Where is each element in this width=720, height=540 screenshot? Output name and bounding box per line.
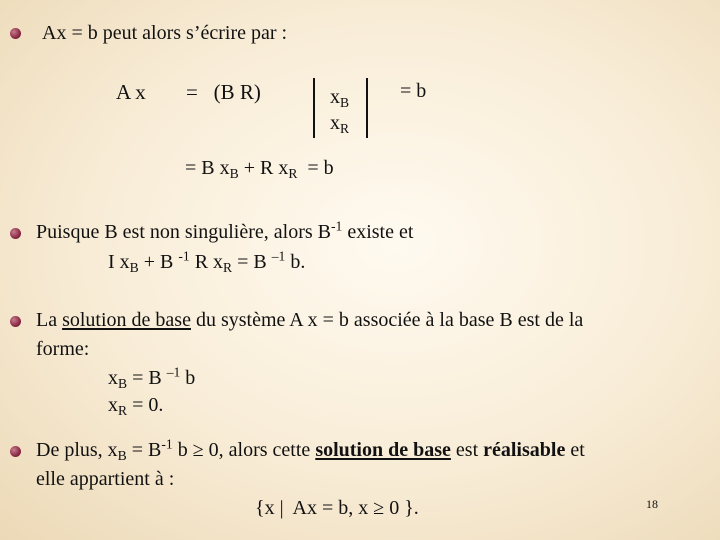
bullet2-line2: I $x_B + B$ $^{-1}$ R $x_R = B$ $^{-1}$ b. <box>108 248 306 275</box>
matrix-xr: $x_R$ <box>330 112 350 136</box>
bullet3-xb: $x_B = B$ $^{-1}$ b <box>108 364 196 391</box>
matrix-eq-b: = b <box>400 80 427 102</box>
intro-text: Ax = b peut alors s’écrire par : <box>42 22 288 44</box>
matrix-eq-br: = (B R) <box>186 80 261 104</box>
matrix-ax: A x <box>116 80 146 104</box>
bullet-icon <box>10 28 21 39</box>
matrix-right-bar <box>366 78 368 138</box>
solution-de-base-term: solution de base <box>62 309 191 331</box>
bullet-icon <box>10 316 21 327</box>
matrix-xb: $x_B$ <box>330 86 350 110</box>
bullet-icon <box>10 446 21 457</box>
bullet2-line1: Puisque B est non singulière, alors $B^{-1}$ existe et <box>36 218 414 243</box>
expansion-line: = B $x_B + R$ $x_R = b$ <box>185 157 334 181</box>
bullet3-xr: $x_R = 0$. <box>108 394 164 418</box>
solution-de-base-term: solution de base <box>315 439 451 461</box>
bullet-icon <box>10 228 21 239</box>
bullet3-line1: La solution de base du système A x = b associée à la base B est de la <box>36 309 584 331</box>
bullet3-line2: forme: <box>36 338 90 360</box>
bullet4-line1: De plus, $x_B = B^{-1}$ b ≥ 0, alors cette solution de base est réalisable et <box>36 436 585 463</box>
set-definition: {x | Ax = b, x ≥ 0 }. <box>255 497 419 519</box>
bullet4-line2: elle appartient à : <box>36 468 175 490</box>
page-number: 18 <box>646 497 658 511</box>
matrix-left-bar <box>313 78 315 138</box>
